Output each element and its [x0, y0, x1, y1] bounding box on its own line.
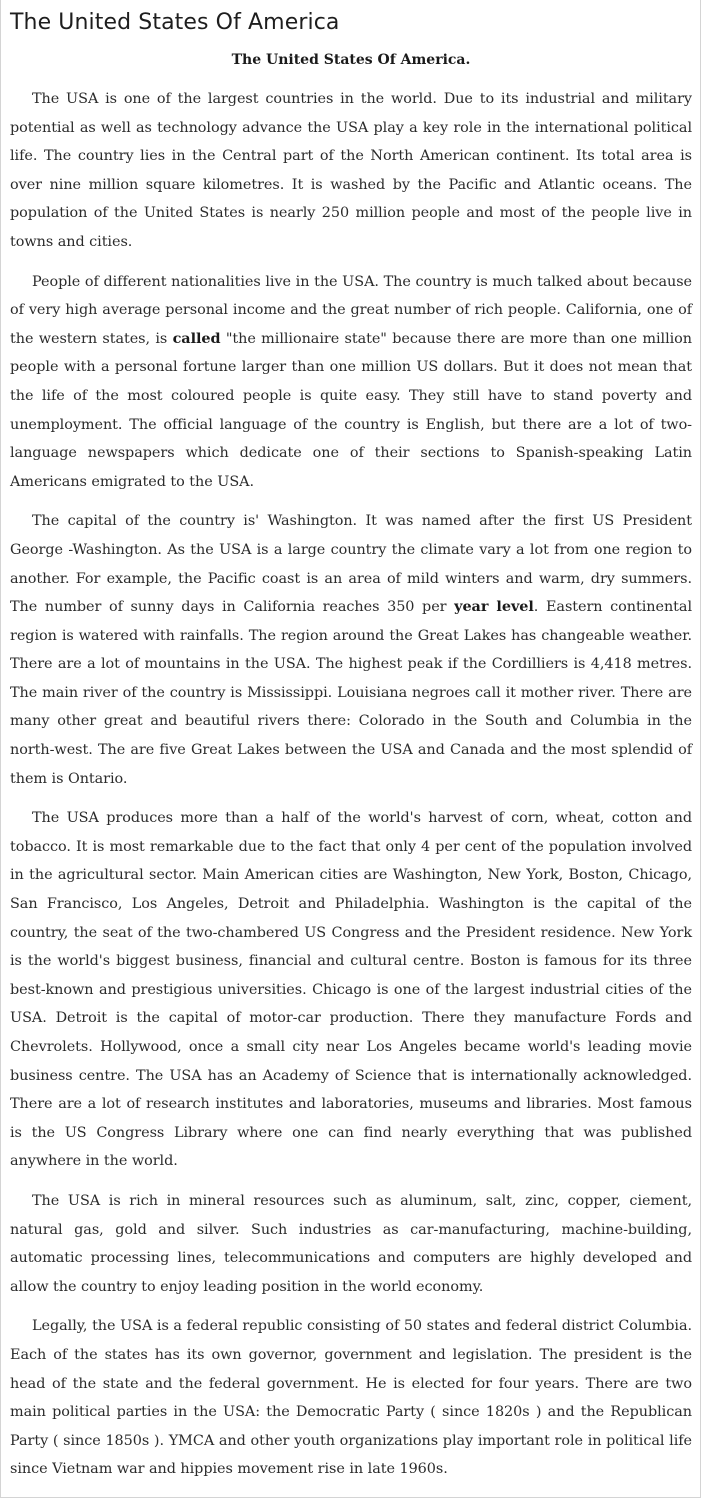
paragraph — [10, 85, 692, 257]
paragraph-text: "the millionaire state" because there are more than one million people with a personal fortune larger than one million US dollars. But it does not mean that the life of the most coloured people is quite easy. They still have to stand poverty and unemployment. The official language of the country is English, but there are a lot of two-language newspapers which dedicate one of their sections to Spanish-speaking Latin Americans emigrated to the USA. — [10, 330, 692, 490]
paragraph — [10, 804, 692, 1176]
paragraph-text: The capital of the country is' Washington. It was named after the first US President George -Washington. As the USA is a large country the climate vary a lot from one region to another. For example, the Pacific coast is an area of mild winters and warm, dry summers. The number of sunny days in California reaches 350 per — [10, 513, 692, 616]
paragraph-text: The USA is one of the largest countries in the world. Due to its industrial and military potential as well as technology advance the USA play a key role in the international political life. The country lies in the Central part of the North American continent. Its total area is over nine million square kilometres. It is washed by the Pacific and Atlantic oceans. The population of the United States is nearly 250 million people and most of the people live in towns and cities. — [10, 91, 692, 250]
paragraph-text: . Eastern continental region is watered with rainfalls. The region around the Great Lakes has changeable weather. There are a lot of mountains in the USA. The highest peak if the Cordilliers is 4,418 metres. The main river of the country is Mississippi. Louisiana negroes call it mother river. There are many other great and beautiful rivers there: Colorado in the South and Columbia in the north-west. The are five Great Lakes between the USA and Canada and the most splendid of them is Ontario. — [10, 599, 692, 787]
bold-term: called — [172, 329, 221, 347]
paragraph — [10, 268, 692, 497]
paragraph — [10, 1187, 692, 1301]
paragraph-text: The USA produces more than a half of the world's harvest of corn, wheat, cotton and tobacco. It is most remarkable due to the fact that only 4 per cent of the population involved in the agricultural sector. Main American cities are Washington, New York, Boston, Chicago, San Francisco, Los Angeles, Detroit and Philadelphia. Washington is the capital of the country, the seat of the two-chambered US Congress and the President residence. New York is the world's biggest business, financial and cultural centre. Boston is famous for its three best-known and prestigious universities. Chicago is one of the largest industrial cities of the USA. Detroit is the capital of motor-car production. There they manufacture Fords and Chevrolets. Hollywood, once a small city near Los Angeles became world's leading movie business centre. The USA has an Academy of Science that is internationally acknowledged. There are a lot of research institutes and laboratories, museums and libraries. Most famous is the US Congress Library where one can find nearly everything that was published anywhere in the world. — [10, 810, 692, 1170]
paragraph — [10, 1312, 692, 1484]
paragraph-text: People of different nationalities live in the USA. The country is much talked about because of very high average personal income and the great number of rich people. California, one of the western states, is — [10, 273, 692, 347]
document-subtitle: The United States Of America. — [231, 52, 471, 68]
bold-term: year level — [454, 598, 534, 616]
paragraph — [10, 507, 692, 793]
paragraph-text: Legally, the USA is a federal republic consisting of 50 states and federal district Columbia. Each of the states has its own governor, government and legislation. The president is the head of the state and the federal government. He is elected for four years. There are two main political parties in the USA: the Democratic Party ( since 1820s ) and the Republican Party ( since 1850s ). YMCA and other youth organizations play important role in political life since Vietnam war and hippies movement rise in late 1960s. — [10, 1318, 692, 1478]
paragraph-text: The USA is rich in mineral resources such as aluminum, salt, zinc, copper, ciement, natural gas, gold and silver. Such industries as car-manufacturing, machine-building, automatic processing lines, telecommunications and computers are highly developed and allow the country to enjoy leading position in the world economy. — [10, 1192, 692, 1295]
page-title: The United States Of America — [10, 10, 340, 35]
